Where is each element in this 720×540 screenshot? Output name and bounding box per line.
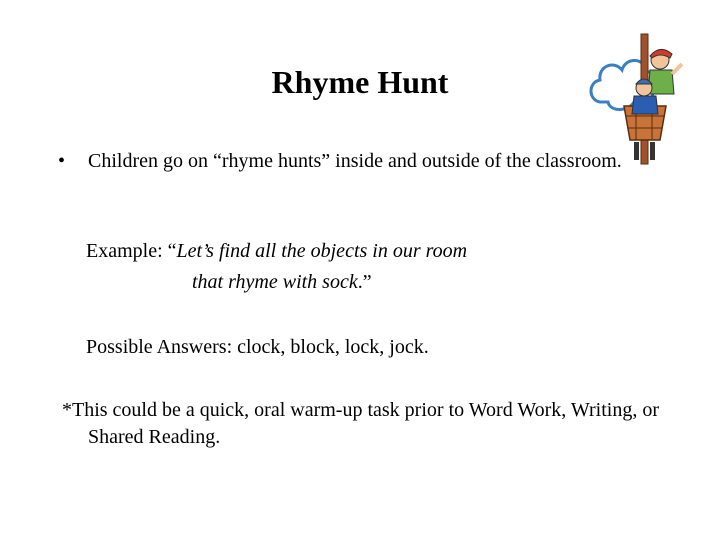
example-separator: :	[157, 240, 168, 262]
example-close-quote: .”	[357, 271, 372, 293]
example-block	[86, 236, 467, 298]
bullet-text: Children go on “rhyme hunts” inside and outside of the classroom.	[88, 150, 622, 172]
example-line-1: Let’s find all the objects in our room	[176, 240, 468, 262]
teacher-note: *This could be a quick, oral warm-up task prior to Word Work, Writing, or Shared Reading.	[62, 399, 659, 448]
example-label: Example	[86, 240, 158, 262]
example-line-2: that rhyme with sock	[192, 271, 358, 293]
example-open-quote: “	[167, 240, 177, 262]
possible-answers: Possible Answers: clock, block, lock, jock.	[86, 336, 429, 358]
bullet-marker: •	[58, 150, 66, 172]
slide-title: Rhyme Hunt	[271, 64, 449, 100]
